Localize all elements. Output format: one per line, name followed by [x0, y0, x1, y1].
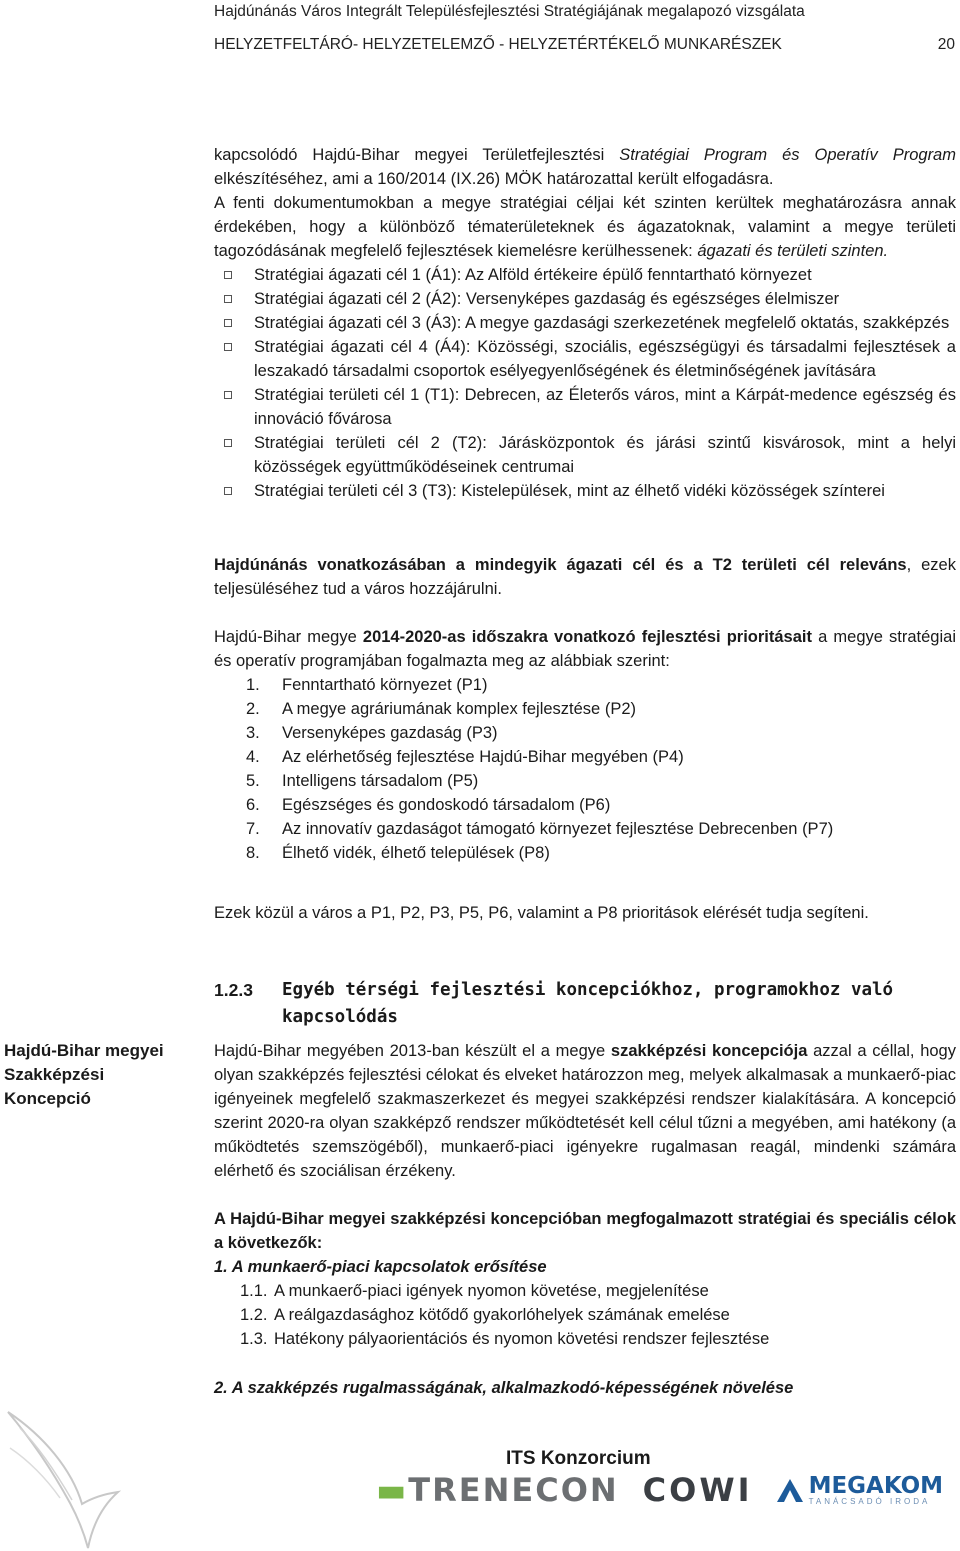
running-header-title: Hajdúnánás Város Integrált Településfejlesztési Stratégiájának megalapozó vizsgálata: [214, 3, 805, 20]
megakom-logo: MEGAKOM TANÁCSADÓ IRODA: [775, 1475, 944, 1506]
goals-list: [214, 263, 956, 503]
list-item: 5. Intelligens társadalom (P5): [246, 772, 479, 790]
side-label: Hajdú-Bihar megyei Szakképzési Koncepció: [4, 1041, 164, 1108]
list-item: 1. Fenntartható környezet (P1): [246, 676, 488, 694]
list-item: Stratégiai területi cél 3 (T3): Kistelepülések, mint az élhető vidéki közösségek színterei: [214, 479, 956, 503]
section-heading: [214, 977, 956, 1031]
relevance-paragraph: Hajdúnánás vonatkozásában a mindegyik ágazati cél és a T2 területi cél releváns, ezek teljesüléséhez tud a város hozzájárulni.: [214, 556, 956, 598]
goal-1-list: [214, 1279, 956, 1351]
bullet-square-icon: [224, 295, 232, 303]
section-title: Egyéb térségi fejlesztési koncepciókhoz, programokhoz való kapcsolódás: [282, 980, 894, 1027]
priorities-block: [214, 625, 956, 865]
bullet-square-icon: [224, 271, 232, 279]
list-item: 8. Élhető vidék, élhető települések (P8): [246, 844, 550, 862]
partner-logos: [376, 1470, 943, 1510]
bird-logo-icon: [0, 1408, 140, 1551]
body-text-top: [214, 143, 956, 503]
bullet-square-icon: [224, 391, 232, 399]
priorities-list: [214, 673, 956, 865]
list-item: 6. Egészséges és gondoskodó társadalom (P6): [246, 796, 611, 814]
page-number: 20: [937, 36, 955, 53]
cowi-logo: COWI: [642, 1471, 753, 1509]
list-item: Stratégiai ágazati cél 2 (Á2): Versenyképes gazdaság és egészséges élelmiszer: [214, 287, 956, 311]
list-item: Stratégiai ágazati cél 1 (Á1): Az Alföld értékeire épülő fenntartható környezet: [214, 263, 956, 287]
header-section-label: HELYZETFELTÁRÓ- HELYZETELEMZŐ - HELYZETÉRTÉKELŐ MUNKARÉSZEK: [214, 36, 782, 53]
goal-2-title: 2. A szakképzés rugalmasságának, alkalmazkodó-képességének növelése: [214, 1379, 794, 1397]
running-header-section: [214, 36, 955, 54]
list-item: 4. Az elérhetőség fejlesztése Hajdú-Bihar megyében (P4): [246, 748, 684, 766]
bullet-square-icon: [224, 439, 232, 447]
list-item: Stratégiai területi cél 1 (T1): Debrecen, az Életerős város, mint a Kárpát-medence egészség és innováció fővárosa: [214, 383, 956, 431]
priorities-intro: Hajdú-Bihar megye 2014-2020-as időszakra vonatkozó fejlesztési prioritásait a megye stratégiai és operatív programjában fogalmazta meg az alábbiak szerint:: [214, 628, 956, 670]
list-item: Stratégiai ágazati cél 4 (Á4): Közösségi, szociális, egészségügyi és társadalmi fejlesztések a leszakadó társadalmi csoportok esélyegyenlőségének és életminőségének javítására: [214, 335, 956, 383]
bullet-square-icon: [224, 343, 232, 351]
goals-heading: A Hajdú-Bihar megyei szakképzési koncepcióban megfogalmazott stratégiai és speciális célok a következők:: [214, 1210, 956, 1252]
list-item: 1.1. A munkaerő-piaci igények nyomon követése, megjelenítése: [240, 1282, 709, 1300]
list-item: 1.3. Hatékony pályaorientációs és nyomon követési rendszer fejlesztése: [240, 1330, 770, 1348]
consortium-label: ITS Konzorcium: [506, 1448, 651, 1469]
goal-1-title: 1. A munkaerő-piaci kapcsolatok erősítése: [214, 1258, 547, 1276]
list-item: 3. Versenyképes gazdaság (P3): [246, 724, 498, 742]
trenecon-logo: ▬TRENECON: [376, 1471, 619, 1509]
list-item: Stratégiai ágazati cél 3 (Á3): A megye gazdasági szerkezetének megfelelő oktatás, szakképzés: [214, 311, 956, 335]
priorities-note: Ezek közül a város a P1, P2, P3, P5, P6, valamint a P8 prioritások elérését tudja segíteni.: [214, 904, 869, 922]
concept-paragraph: Hajdú-Bihar megyében 2013-ban készült el a megye szakképzési koncepciója azzal a céllal, hogy olyan szakképzés fejlesztési célokat és elveket határozzon meg, melyek alkalmasak a munkaerő-piac igényeinek megfelelő szakmaszerkezet és megyei szakképzési rendszer kialakítására. A koncepció szerint 2020-ra olyan szakképző rendszer működtetését kell célul tűzni a megyében, ami hatékony (a működtetés szemszögéből), munkaerő-piaci igényekre rugalmasan reagál, mindenki számára elérhető és szociálisan érzékeny.: [214, 1042, 956, 1180]
bullet-square-icon: [224, 487, 232, 495]
list-item: 1.2. A reálgazdasághoz kötődő gyakorlóhelyek számának emelése: [240, 1306, 730, 1324]
list-item: Stratégiai területi cél 2 (T2): Járásközpontok és járási szintű kisvárosok, mint a helyi közösségek együttműködéseinek centrumai: [214, 431, 956, 479]
bullet-square-icon: [224, 319, 232, 327]
intro-paragraph-2: A fenti dokumentumokban a megye stratégiai céljai két szinten kerültek meghatározásra annak érdekében, hogy a különböző tématerületeknek és ágazatoknak, valamint a megye területi tagozódásának megfelelő fejlesztések kiemelésre kerülhessenek: ágazati és területi szinten.: [214, 194, 956, 260]
section-number: 1.2.3: [214, 980, 253, 1000]
concept-goals: [214, 1207, 956, 1351]
intro-paragraph-1: kapcsolódó Hajdú-Bihar megyei Területfejlesztési Stratégiai Program és Operatív Program elkészítéséhez, ami a 160/2014 (IX.26) MÖK határozattal került elfogadásra.: [214, 146, 956, 188]
megakom-mark-icon: [775, 1476, 805, 1504]
list-item: 7. Az innovatív gazdaságot támogató környezet fejlesztése Debrecenben (P7): [246, 820, 834, 838]
list-item: 2. A megye agráriumának komplex fejlesztése (P2): [246, 700, 636, 718]
